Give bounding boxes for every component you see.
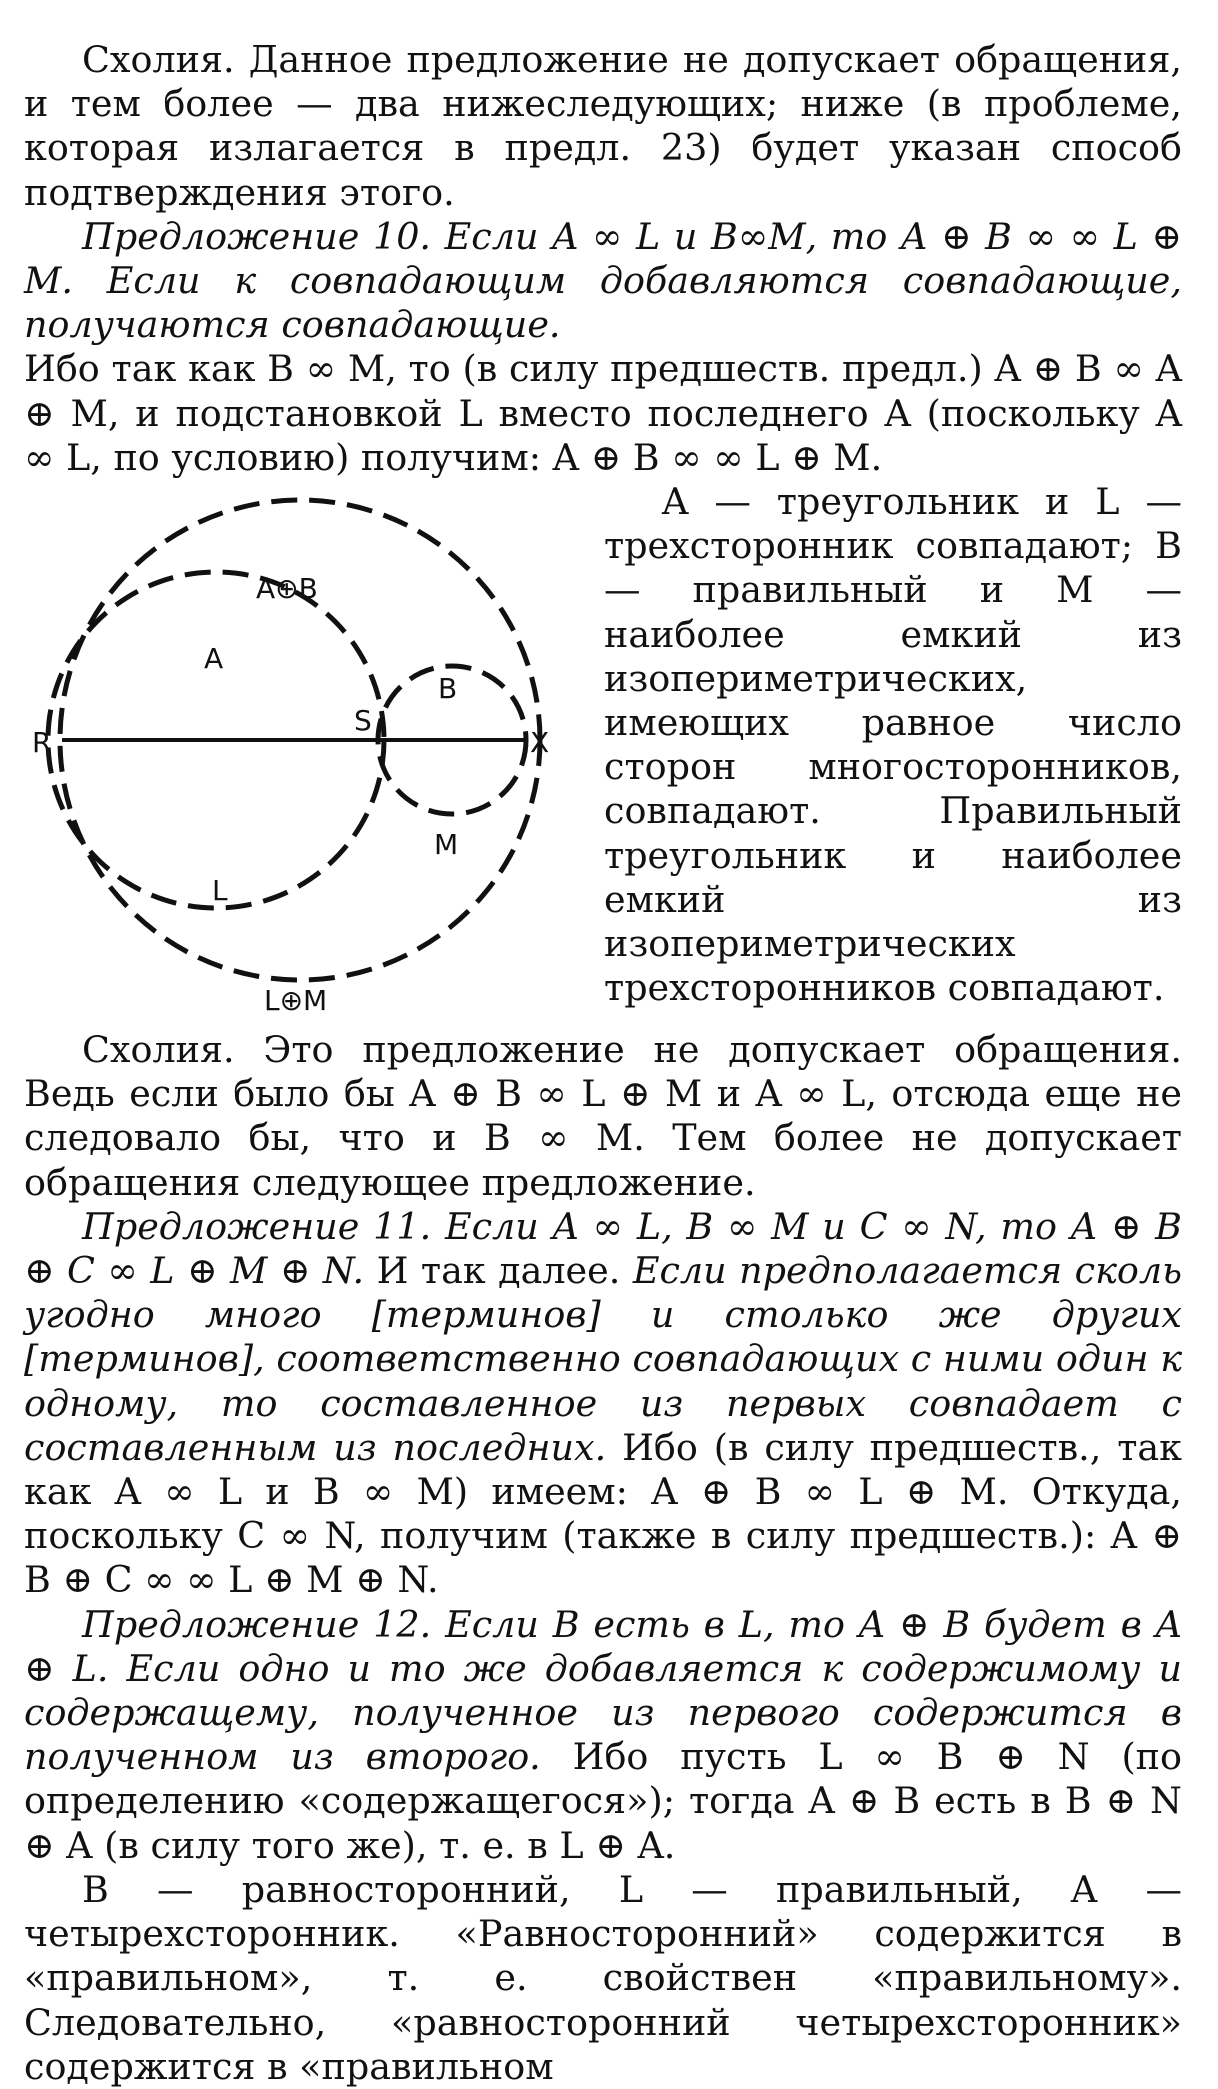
proposition-12	[24, 1603, 1182, 1868]
label-a-plus-b: A⊕B	[256, 572, 318, 606]
label-r: R	[32, 726, 52, 760]
proposition-11-statement-2: Если предполагается сколь угодно много [терминов] и столько же других [терминов], соответственно совпадающих с ними один к одному, то составленное из первых совпадает с составленным из последних.	[24, 1249, 1183, 1469]
figure-diagram	[24, 480, 594, 1028]
proposition-12-label: Предложение 12.	[82, 1602, 432, 1646]
proposition-12-statement: Если B есть в L, то A ⊕ B будет в A ⊕ L. Если одно и то же добавляется к содержимому и содержащему, полученное из первого содержится в полученном из второго.	[24, 1602, 1182, 1779]
proposition-12-proof: Ибо пусть L ∞ B ⊕ N (по определению «содержащегося»); тогда A ⊕ B есть в B ⊕ N ⊕ A (в силу того же), т. е. в L ⊕ A.	[24, 1735, 1182, 1867]
proposition-11-label: Предложение 11.	[82, 1204, 432, 1248]
final-paragraph: B — равносторонний, L — правильный, A — четырехсторонник. «Равносторонний» содержится в «правильном», т. е. свойствен «правильному». Следовательно, «равносторонний четырехсторонник» содержится в «правильном	[24, 1867, 1182, 2088]
proposition-10-example: A — треугольник и L — трехсторонник совпадают; B — правильный и M — наиболее емкий из изопериметрических, имеющих равное число сторон многосторонников, совпадают. Правильный треугольник и наиболее емкий из изопериметрических трехсторонников совпадают.	[604, 480, 1182, 1010]
label-l: L	[212, 874, 228, 908]
label-m: M	[434, 828, 459, 862]
proposition-10-statement: Если A ∞ L и B∞M, то A ⊕ B ∞ ∞ L ⊕ M. Если к совпадающим добавляются совпадающие, получаются совпадающие.	[24, 214, 1183, 347]
proposition-11-proof: Ибо (в силу предшеств., так как A ∞ L и B ∞ M) имеем: A ⊕ B ∞ L ⊕ M. Откуда, поскольку C ∞ N, получим (также в силу предшеств.): A ⊕ B ⊕ C ∞ ∞ L ⊕ M ⊕ N.	[24, 1425, 1182, 1602]
proposition-11-statement-1: Если A ∞ L, B ∞ M и C ∞ N, то A ⊕ B ⊕ C ∞ L ⊕ M ⊕ N.	[24, 1204, 1182, 1293]
label-b: B	[438, 672, 458, 706]
circles-diagram-svg	[24, 480, 584, 1028]
label-s: S	[354, 704, 372, 738]
proposition-11-etc: И так далее.	[376, 1249, 621, 1293]
label-a: A	[204, 642, 224, 676]
label-l-plus-m: L⊕M	[264, 984, 328, 1018]
proposition-10-proof: Ибо так как B ∞ M, то (в силу предшеств. предл.) A ⊕ B ∞ A ⊕ M, и подстановкой L вместо последнего A (поскольку A ∞ L, по условию) получим: A ⊕ B ∞ ∞ L ⊕ M.	[24, 347, 1182, 479]
scholium-2: Схолия. Это предложение не допускает обращения. Ведь если было бы A ⊕ B ∞ L ⊕ M и A ∞ L, отсюда еще не следовало бы, что и B ∞ M. Тем более не допускает обращения следующее предложение.	[24, 1028, 1182, 1204]
scholium-1: Схолия. Данное предложение не допускает обращения, и тем более — два нижеследующих; ниже (в проблеме, которая излагается в предл. 23) будет указан способ подтверждения этого.	[24, 38, 1182, 214]
proposition-10-label: Предложение 10.	[82, 214, 432, 258]
proposition-10-heading	[24, 215, 1182, 348]
proposition-11	[24, 1205, 1182, 1603]
label-x: X	[530, 726, 550, 760]
